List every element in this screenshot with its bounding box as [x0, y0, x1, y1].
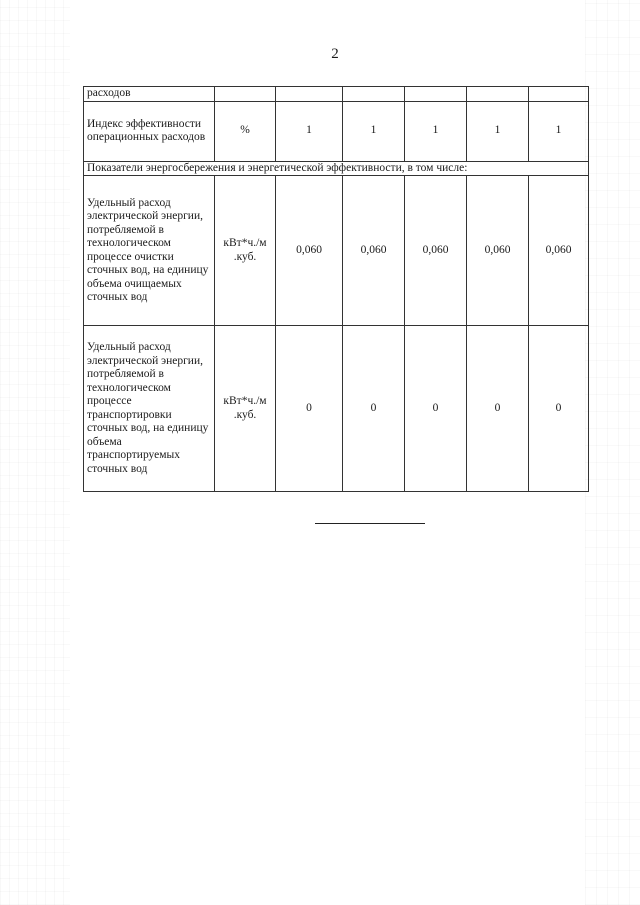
- unit-cell: кВт*ч./м .куб.: [215, 176, 276, 326]
- value-cell: 1: [405, 101, 467, 161]
- table-row: [84, 176, 589, 326]
- value-cell: 0: [343, 326, 405, 492]
- row-label: Удельный расход электрической энергии, потребляемой в технологическом процессе очистки сточных вод, на единицу объема очищаемых сточных вод: [84, 176, 215, 326]
- value-cell: 1: [276, 101, 343, 161]
- value-cell: 0,060: [467, 176, 529, 326]
- value-cell: 0,060: [529, 176, 589, 326]
- value-cell: 0,060: [276, 176, 343, 326]
- section-header-row: [84, 161, 589, 176]
- row-label: расходов: [84, 87, 215, 102]
- value-cell: 0: [467, 326, 529, 492]
- row-label: Индекс эффективности операционных расходов: [84, 101, 215, 161]
- value-cell: 0: [276, 326, 343, 492]
- value-cell: 0: [405, 326, 467, 492]
- value-cell: 1: [467, 101, 529, 161]
- value-cell: 1: [529, 101, 589, 161]
- table-row-index: [84, 101, 589, 161]
- unit-cell: %: [215, 101, 276, 161]
- unit-cell: кВт*ч./м .куб.: [215, 326, 276, 492]
- indicators-table: [83, 86, 589, 492]
- row-label: Удельный расход электрической энергии, потребляемой в технологическом процессе транспортировки сточных вод, на единицу объема транспортируемых сточных вод: [84, 326, 215, 492]
- page-number: 2: [331, 46, 339, 62]
- table-row: [84, 326, 589, 492]
- value-cell: 0: [529, 326, 589, 492]
- scan-margin-left: [0, 0, 70, 905]
- end-of-document-rule: [315, 523, 425, 524]
- scan-margin-right: [585, 0, 640, 905]
- table-row-top: [84, 87, 589, 102]
- value-cell: 0,060: [405, 176, 467, 326]
- value-cell: 0,060: [343, 176, 405, 326]
- value-cell: 1: [343, 101, 405, 161]
- section-header: Показатели энергосбережения и энергетической эффективности, в том числе:: [84, 161, 589, 176]
